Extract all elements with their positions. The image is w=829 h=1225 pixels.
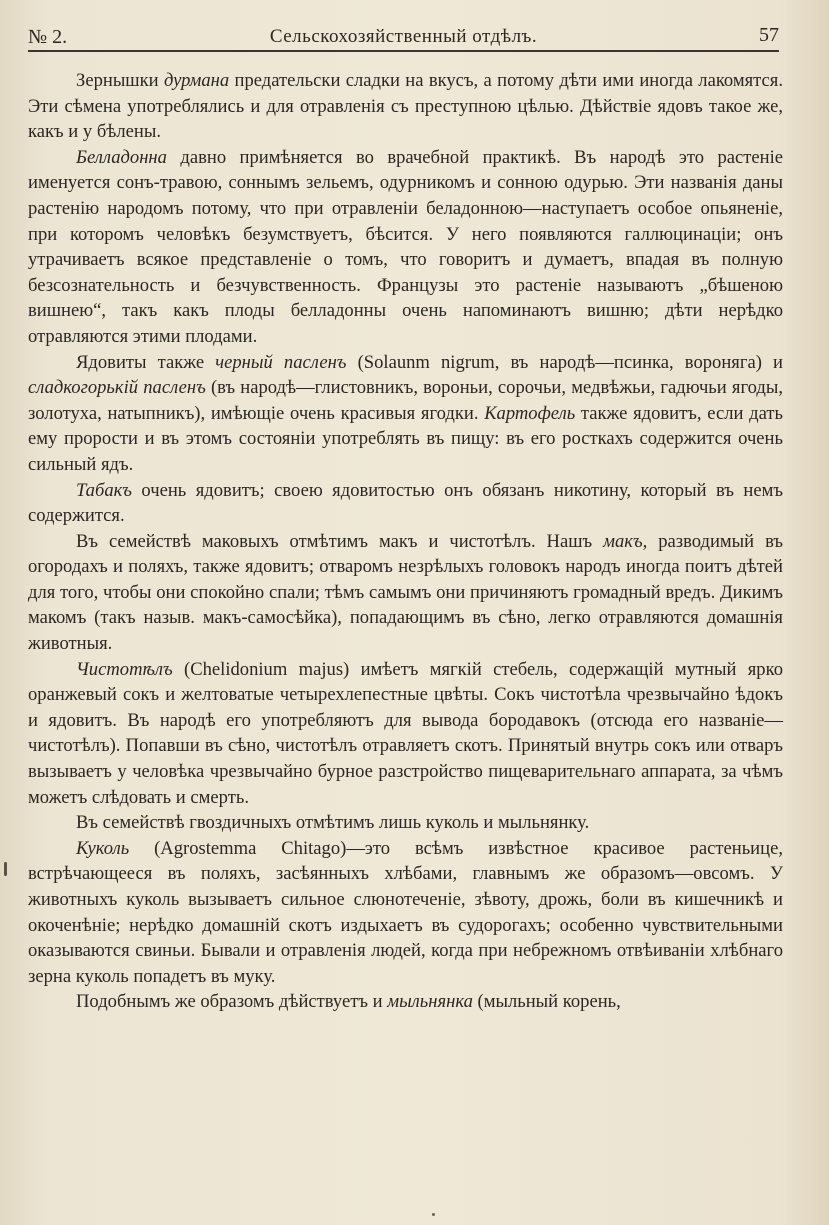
- page-header: [28, 22, 779, 52]
- paragraph: [28, 836, 783, 990]
- text-run: (Solaunm nigrum, въ народѣ—псинка, вороняга) и: [346, 351, 783, 373]
- text-run: (Agrostemma Chitago)—это всѣмъ извѣстное красивое растеньице, встрѣчающееся въ поляхъ, засѣянныхъ хлѣбами, главнымъ же образомъ—овсомъ. У животныхъ куколь вызываетъ сильное слюнотеченіе, зѣвоту, дрожь, боли въ кишечникѣ и окоченѣніе; нерѣдко домашній скотъ издыхаетъ въ судорогахъ; особенно чувствительными оказываются свиньи. Бывали и отравленія людей, когда при небрежномъ отвѣиваніи хлѣбнаго зерна куколь попадетъ въ муку.: [28, 837, 783, 987]
- italic-term: Белладонна: [76, 146, 167, 168]
- italic-term: Куколь: [76, 837, 130, 859]
- text-run: очень ядовитъ; своею ядовитостью онъ обязанъ никотину, который въ немъ содержится.: [28, 479, 783, 527]
- italic-term: сладкогорькій пасленъ: [28, 377, 206, 399]
- text-run: предательски сладки на вкусъ, а потому дѣти ими иногда лакомятся. Эти сѣмена употреблялись и для отравленія съ преступною цѣлью. Дѣйствіе ядовъ такое же, какъ и у бѣлены.: [28, 70, 783, 143]
- margin-mark: [4, 862, 7, 876]
- paragraph: [28, 68, 783, 145]
- italic-term: черный пасленъ: [215, 351, 347, 373]
- paragraph: [28, 478, 783, 529]
- paragraph: [28, 657, 783, 811]
- italic-term: мыльнянка: [387, 991, 473, 1013]
- italic-term: Чистотѣлъ: [76, 658, 173, 680]
- italic-term: Картофель: [484, 402, 576, 424]
- text-run: давно примѣняется во врачебной практикѣ. Въ народѣ это растеніе именуется сонъ-травою, соннымъ зельемъ, одурникомъ и сонною одурью. Эти названія даны растенію народомъ потому, что при отравленіи беладонною—наступаетъ особое опьяненіе, при которомъ человѣкъ безумствуетъ, бѣсится. У него появляются галлюцинаціи; онъ утрачиваетъ всякое представленіе о томъ, что говоритъ и думаетъ, впадая въ полную безсознательность и безчувственность. Французы это растеніе называютъ „бѣшеною вишнею“, такъ какъ плоды белладонны очень напоминаютъ вишню; дѣти нерѣдко отравляются этими плодами.: [28, 146, 783, 347]
- paragraph: [28, 529, 783, 657]
- italic-term: макъ: [603, 530, 643, 552]
- text-run: (мыльный корень,: [472, 991, 621, 1013]
- text-run: также ядовитъ, если дать ему прорости и въ этомъ состояніи употреблять въ пищу: въ его росткахъ содержится очень сильный ядъ.: [28, 402, 783, 475]
- italic-term: Табакъ: [76, 479, 132, 501]
- text-run: (въ народѣ—глистовникъ, вороньи, сорочьи, медвѣжьи, гадючьи ягоды, золотуха, натыпникъ), имѣющіе очень красивыя ягодки.: [28, 377, 783, 424]
- text-run: , разводимый въ огородахъ и поляхъ, также ядовитъ; отваромъ незрѣлыхъ головокъ народъ иногда поитъ дѣтей для того, чтобы они спокойно спали; тѣмъ самымъ они причиняютъ громадный вредъ. Дикимъ макомъ (такъ назыв. макъ-самосѣйка), попадающимъ въ сѣно, легко отравляются домашнія животныя.: [28, 530, 783, 655]
- issue-number: № 2.: [28, 26, 68, 48]
- body-text: [28, 68, 783, 1015]
- text-run: Въ семействѣ маковыхъ отмѣтимъ макъ и чистотѣлъ. Нашъ: [76, 530, 604, 552]
- italic-term: дурмана: [163, 70, 230, 91]
- section-title: Сельскохозяйственный отдѣлъ.: [269, 26, 538, 47]
- paragraph: [28, 350, 783, 478]
- paragraph: [28, 810, 783, 836]
- text-run: Зернышки: [76, 70, 164, 91]
- text-run: Въ семействѣ гвоздичныхъ отмѣтимъ лишь куколь и мыльнянку.: [76, 812, 590, 834]
- paragraph: [28, 989, 783, 1015]
- text-run: Ядовиты также: [76, 351, 216, 373]
- text-run: Подобнымъ же образомъ дѣйствуетъ и: [76, 991, 388, 1013]
- text-run: (Chelidonium majus) имѣетъ мягкій стебель, содержащій мутный ярко оранжевый сокъ и желтоватые четырехлепестные цвѣты. Сокъ чистотѣла чрезвычайно ѣдокъ и ядовитъ. Въ народѣ его употребляютъ для вывода бородавокъ (отсюда его названіе—чистотѣлъ). Попавши въ сѣно, чистотѣлъ отравляетъ скотъ. Принятый внутрь сокъ или отваръ вызываетъ у человѣка чрезвычайно бурное разстройство пищеварительнаго аппарата, за чѣмъ можетъ слѣдовать и смерть.: [28, 658, 783, 808]
- page-number: 57: [759, 24, 779, 46]
- paragraph: [28, 145, 783, 350]
- ink-dot: [432, 1213, 435, 1216]
